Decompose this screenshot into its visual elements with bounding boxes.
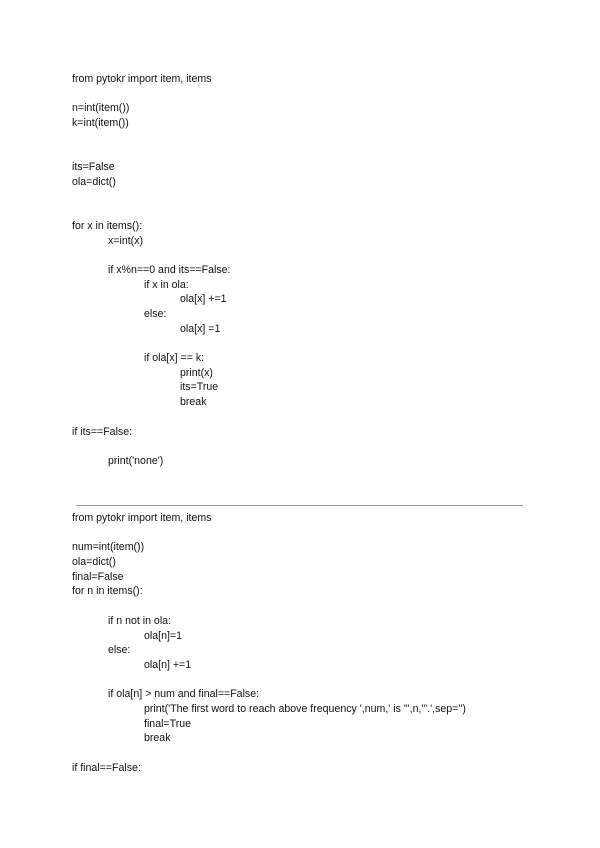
code-line: break [144, 732, 171, 745]
code-line [72, 190, 231, 205]
code-line: else: [144, 308, 167, 320]
code-line: from pytokr import item, items [72, 73, 212, 85]
code-line: if ola[x] == k: [144, 352, 205, 365]
code-line: its=True [180, 381, 219, 394]
code-line: else: [108, 644, 131, 657]
code-line [72, 410, 231, 425]
code-line: if ola[n] > num and final==False: [108, 688, 260, 701]
code-line: for x in items(): [72, 219, 143, 232]
code-line: n=int(item()) [72, 102, 130, 115]
code-line: if x in ola: [144, 278, 189, 291]
code-line [72, 439, 231, 454]
code-line: from pytokr import item, items [72, 512, 212, 524]
code-line [72, 204, 231, 219]
code-line: print('none') [108, 454, 164, 467]
code-line: k=int(item()) [72, 117, 129, 130]
code-line [72, 248, 231, 263]
code-line: for n in items(): [72, 585, 143, 598]
code-line: final=True [144, 717, 192, 730]
code-line: final=False [72, 570, 124, 583]
code-line: x=int(x) [108, 234, 144, 247]
code-line: ola[x] =1 [180, 322, 221, 335]
code-line [72, 673, 466, 688]
code-line: ola=dict() [72, 175, 116, 188]
code-line: print('The first word to reach above frequency ',num,' is "',n,'".',sep='') [144, 702, 466, 715]
code-line: ola[x] +=1 [180, 293, 227, 306]
code-line [72, 599, 466, 614]
code-line [72, 336, 231, 351]
code-line: if final==False: [72, 761, 141, 774]
code-line [72, 145, 231, 160]
horizontal-divider [76, 505, 523, 506]
code-line: if x%n==0 and its==False: [108, 263, 231, 276]
code-block-1 [72, 72, 231, 469]
code-line [72, 526, 466, 541]
code-block-2 [72, 511, 466, 775]
code-line: if n not in ola: [108, 614, 172, 627]
code-line: ola[n]=1 [144, 629, 182, 642]
code-line [72, 131, 231, 146]
code-line: ola[n] +=1 [144, 658, 192, 671]
code-line: ola=dict() [72, 556, 116, 569]
code-line: if its==False: [72, 425, 133, 438]
code-line: break [180, 396, 207, 409]
code-line [72, 746, 466, 761]
code-line: its=False [72, 161, 115, 174]
code-line [72, 87, 231, 102]
code-line: print(x) [180, 366, 213, 379]
code-line: num=int(item()) [72, 541, 145, 554]
